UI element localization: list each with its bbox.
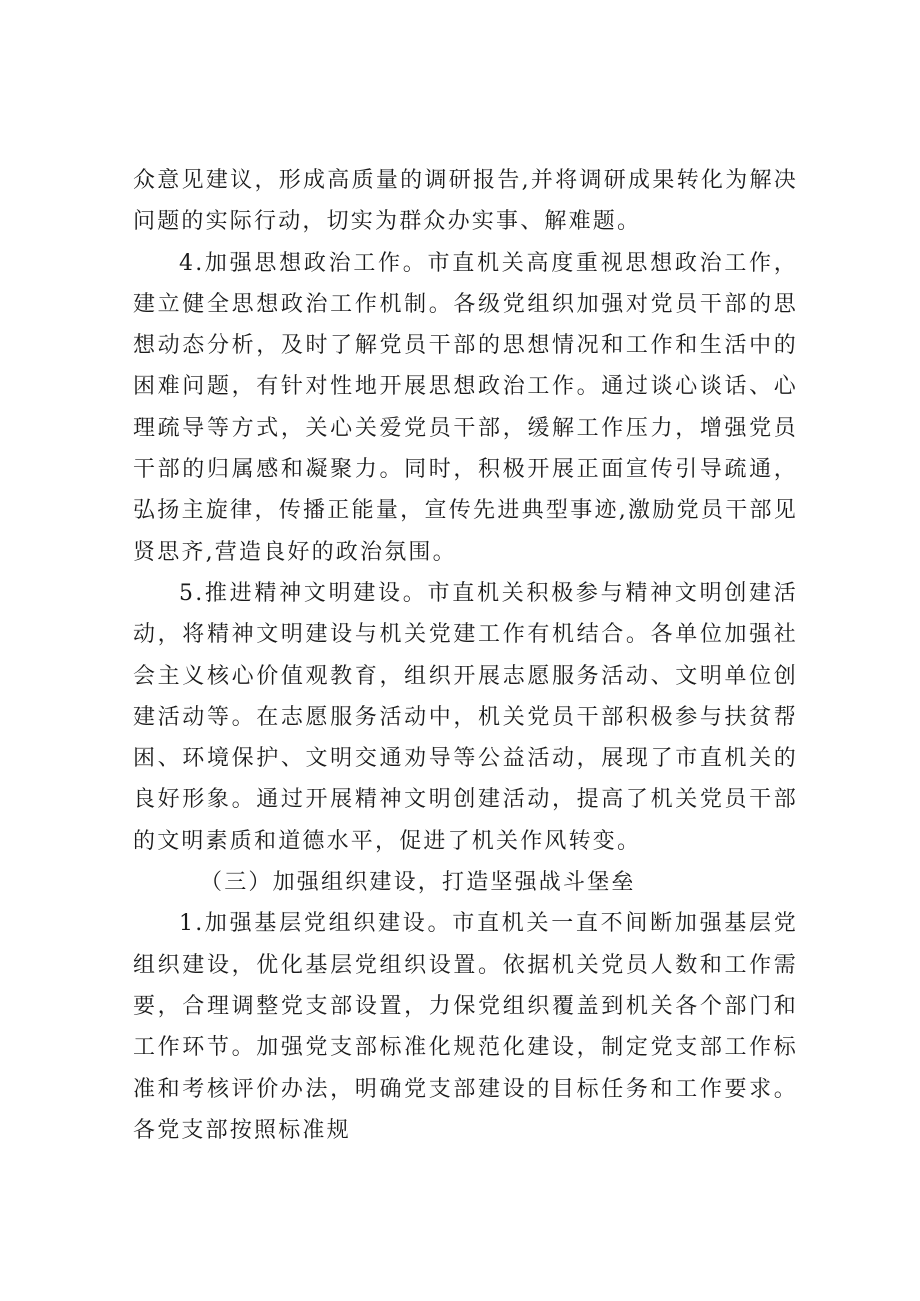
paragraph-item-4: 4.加强思想政治工作。市直机关高度重视思想政治工作，建立健全思想政治工作机制。各级党组织加强对党员干部的思想动态分析，及时了解党员干部的思想情况和工作和生活中的困难问题，有针对性地开展思想政治工作。通过谈心谈话、心理疏导等方式，关心关爱党员干部，缓解工作压力，增强党员干部的归属感和凝聚力。同时，积极开展正面宣传引导疏通，弘扬主旋律，传播正能量，宣传先进典型事迹,激励党员干部见贤思齐,营造良好的政治氛围。: [133, 250, 798, 565]
document-body: [133, 160, 798, 1151]
section-heading: （三）加强组织建设，打造坚强战斗堡垒: [200, 870, 636, 896]
paragraph-continued: 众意见建议，形成高质量的调研报告,并将调研成果转化为解决问题的实际行动，切实为群众办实事、解难题。: [133, 168, 798, 235]
paragraph-item-5: 5.推进精神文明建设。市直机关积极参与精神文明创建活动，将精神文明建设与机关党建工作有机结合。各单位加强社会主义核心价值观教育，组织开展志愿服务活动、文明单位创建活动等。在志愿服务活动中，机关党员干部积极参与扶贫帮困、环境保护、文明交通劝导等公益活动，展现了市直机关的良好形象。通过开展精神文明创建活动，提高了机关党员干部的文明素质和道德水平，促进了机关作风转变。: [133, 580, 798, 854]
paragraph-item-1: 1.加强基层党组织建设。市直机关一直不间断加强基层党组织建设，优化基层党组织设置。依据机关党员人数和工作需要，合理调整党支部设置，力保党组织覆盖到机关各个部门和工作环节。加强党支部标准化规范化建设，制定党支部工作标准和考核评价办法，明确党支部建设的目标任务和工作要求。各党支部按照标准规: [133, 911, 798, 1143]
